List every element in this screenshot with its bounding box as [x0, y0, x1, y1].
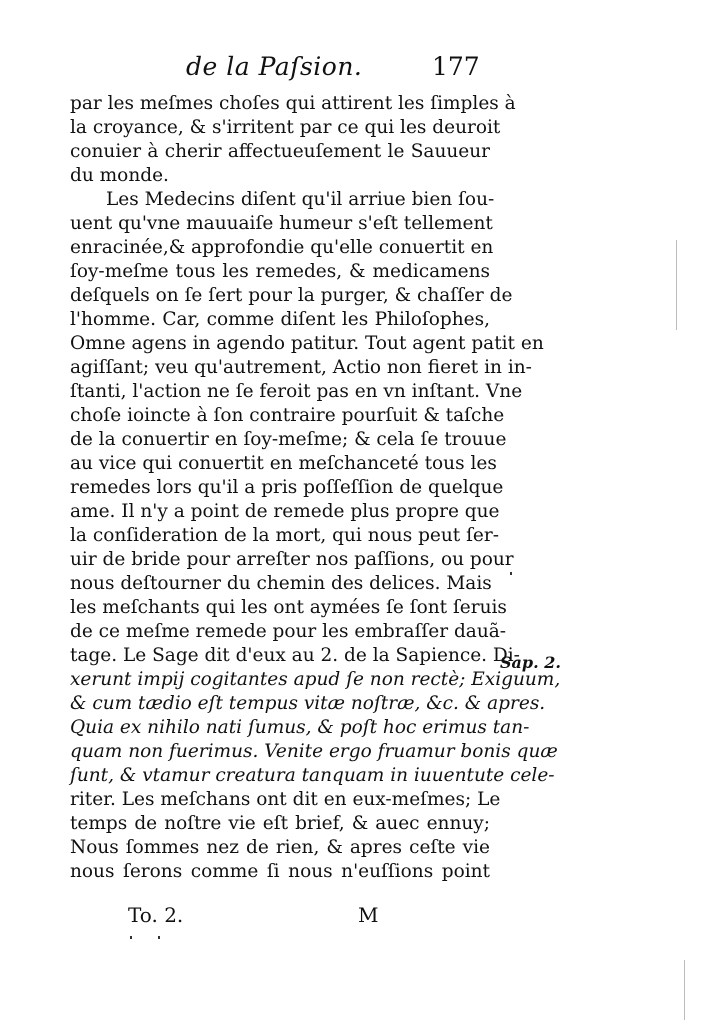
text-line: de ce meſme remede pour les embraſſer dauã-: [70, 621, 507, 642]
text-line: ſtanti, l'action ne ſe feroit pas en vn inſtant. Vne: [70, 381, 523, 402]
ink-speck: [510, 572, 512, 575]
text-line: la conſideration de la mort, qui nous peut ſer-: [70, 525, 499, 546]
ink-speck: [158, 936, 160, 939]
text-line: riter. Les meſchans ont dit en eux-meſmes; Le: [70, 789, 501, 810]
page-number: 177: [432, 52, 480, 81]
text-line: la croyance, & s'irritent par ce qui les deuroit: [70, 117, 501, 138]
text-line: l'homme. Car, comme diſent les Philoſophes,: [70, 309, 490, 330]
text-line: choſe ioincte à ſon contraire pourſuit & taſche: [70, 405, 505, 426]
latin-quote-line: ſunt, & vtamur creatura tanquam in iuuentute cele-: [70, 765, 555, 786]
text-line: ame. Il n'y a point de remede plus propre que: [70, 501, 500, 522]
text-line: uent qu'vne mauuaiſe humeur s'eſt tellement: [70, 213, 493, 234]
latin-quote-line: quam non fuerimus. Venite ergo fruamur bonis quæ: [70, 741, 558, 762]
text-line: conuier à cherir affectueuſement le Sauueur: [70, 141, 490, 162]
text-line: de la conuertir en ſoy-meſme; & cela ſe trouue: [70, 429, 507, 450]
latin-quote-line: Quia ex nihilo nati ſumus, & poſt hoc erimus tan-: [70, 717, 530, 738]
running-title: de la Paſsion.: [186, 52, 363, 81]
page-header: [0, 52, 728, 92]
text-line: les meſchants qui les ont aymées ſe ſont ſeruis: [70, 597, 507, 618]
text-line: au vice qui conuertit en meſchanceté tous les: [70, 453, 497, 474]
text-line: enracinée,& approfondie qu'elle conuertit en: [70, 237, 494, 258]
margin-note: Sap. 2.: [500, 653, 561, 672]
text-line: du monde.: [70, 165, 169, 186]
text-line: ſoy-meſme tous les remedes, & medicamens: [70, 261, 490, 282]
text-line: Nous ſommes nez de rien, & apres ceſte vie: [70, 837, 490, 858]
text-line: agiſſant; veu qu'autrement, Actio non fieret in in-: [70, 357, 532, 378]
text-line: tage. Le Sage dit d'eux au 2. de la Sapience. Di-: [70, 645, 520, 666]
text-line: deſquels on ſe ſert pour la purger, & chaſſer de: [70, 285, 513, 306]
signature-mark: M: [358, 903, 379, 927]
text-line: Omne agens in agendo patitur. Tout agent patit en: [70, 333, 544, 354]
text-line: Les Medecins diſent qu'il arriue bien ſou-: [106, 189, 495, 210]
text-line: remedes lors qu'il a pris poſſeſſion de quelque: [70, 477, 504, 498]
text-line: uir de bride pour arreſter nos paſſions, ou pour: [70, 549, 514, 570]
text-line: nous deſtourner du chemin des delices. Mais: [70, 573, 492, 594]
page-edge-line: [684, 960, 685, 1020]
ink-speck: [130, 936, 132, 939]
text-line: par les meſmes choſes qui attirent les ſimples à: [70, 93, 516, 114]
latin-quote-line: xerunt impij cogitantes apud ſe non rectè; Exiguum,: [70, 669, 561, 690]
text-line: nous ſerons comme ſi nous n'euſſions point: [70, 861, 490, 882]
volume-mark: To. 2.: [128, 903, 184, 927]
text-line: temps de noſtre vie eſt brief, & auec ennuy;: [70, 813, 490, 834]
page-edge-line: [676, 240, 677, 330]
page-footer: [0, 903, 728, 933]
latin-quote-line: & cum tædio eſt tempus vitæ noſtræ, &c. & apres.: [70, 693, 546, 714]
